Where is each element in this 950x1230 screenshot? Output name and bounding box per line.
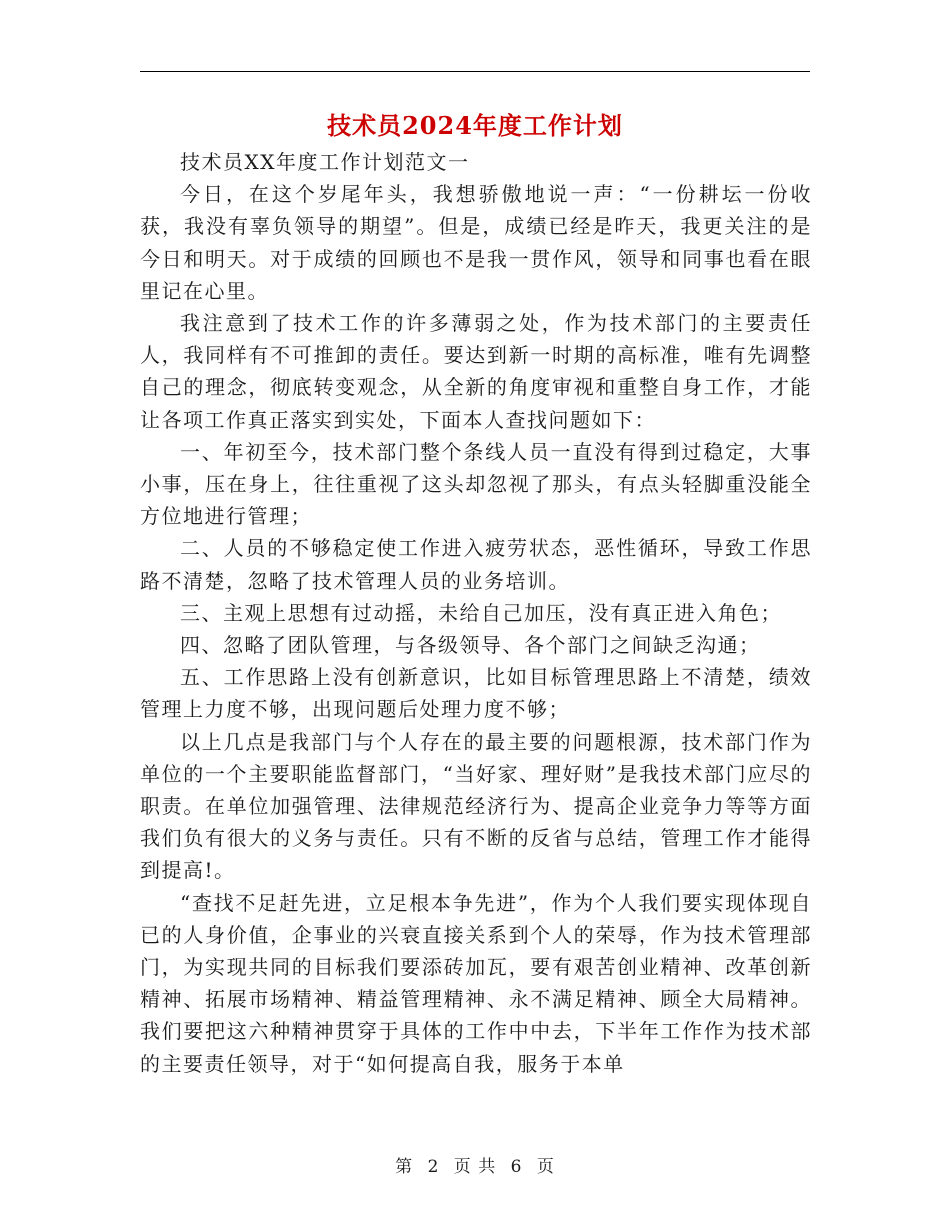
current-page-number: 2 <box>427 1157 440 1177</box>
footer-middle: 页 共 <box>453 1157 497 1177</box>
paragraph: 五、工作思路上没有创新意识，比如目标管理思路上不清楚，绩效管理上力度不够，出现问题后处理力度不够； <box>140 665 812 722</box>
paragraph: 二、人员的不够稳定使工作进入疲劳状态，恶性循环，导致工作思路不清楚，忽略了技术管理人员的业务培训。 <box>140 536 812 593</box>
paragraph-subtitle: 技术员XX年度工作计划范文一 <box>180 150 470 174</box>
document-body <box>140 146 812 1080</box>
page-number-footer <box>0 1152 950 1177</box>
paragraph: 一、年初至今，技术部门整个条线人员一直没有得到过稳定，大事小事，压在身上，往往重视了这头却忽视了那头，有点头轻脚重没能全方位地进行管理； <box>140 439 812 529</box>
footer-suffix: 页 <box>536 1157 555 1177</box>
paragraph: 今日，在这个岁尾年头，我想骄傲地说一声：“一份耕坛一份收获，我没有辜负领导的期望”。但是，成绩已经是昨天，我更关注的是今日和明天。对于成绩的回顾也不是我一贯作风，领导和同事也看在眼里记在心里。 <box>140 182 812 303</box>
header-rule <box>140 71 810 72</box>
paragraph: “查找不足赶先进，立足根本争先进”，作为个人我们要实现体现自已的人身价值，企事业的兴衰直接关系到个人的荣辱，作为技术管理部门，为实现共同的目标我们要添砖加瓦，要有艰苦创业精神、改革创新精神、拓展市场精神、精益管理精神、永不满足精神、顾全大局精神。我们要把这六种精神贯穿于具体的工作中中去，下半年工作作为技术部的主要责任领导，对于“如何提高自我，服务于本单 <box>140 890 812 1076</box>
paragraph: 三、主观上思想有过动摇，未给自己加压，没有真正进入角色； <box>180 600 782 625</box>
footer-prefix: 第 <box>395 1157 414 1177</box>
paragraph: 以上几点是我部门与个人存在的最主要的问题根源，技术部门作为单位的一个主要职能监督部门，“当好家、理好财”是我技术部门应尽的职责。在单位加强管理、法律规范经济行为、提高企业竞争力等等方面我们负有很大的义务与责任。只有不断的反省与总结，管理工作才能得到提高!。 <box>140 729 812 883</box>
total-page-count: 6 <box>510 1157 523 1177</box>
paragraph: 我注意到了技术工作的许多薄弱之处，作为技术部门的主要责任人，我同样有不可推卸的责任。要达到新一时期的高标准，唯有先调整自己的理念，彻底转变观念，从全新的角度审视和重整自身工作，才能让各项工作真正落实到实处，下面本人查找问题如下： <box>140 311 812 432</box>
paragraph: 四、忽略了团队管理，与各级领导、各个部门之间缺乏沟通； <box>180 633 761 658</box>
document-title: 技术员2024年度工作计划 <box>327 111 623 140</box>
